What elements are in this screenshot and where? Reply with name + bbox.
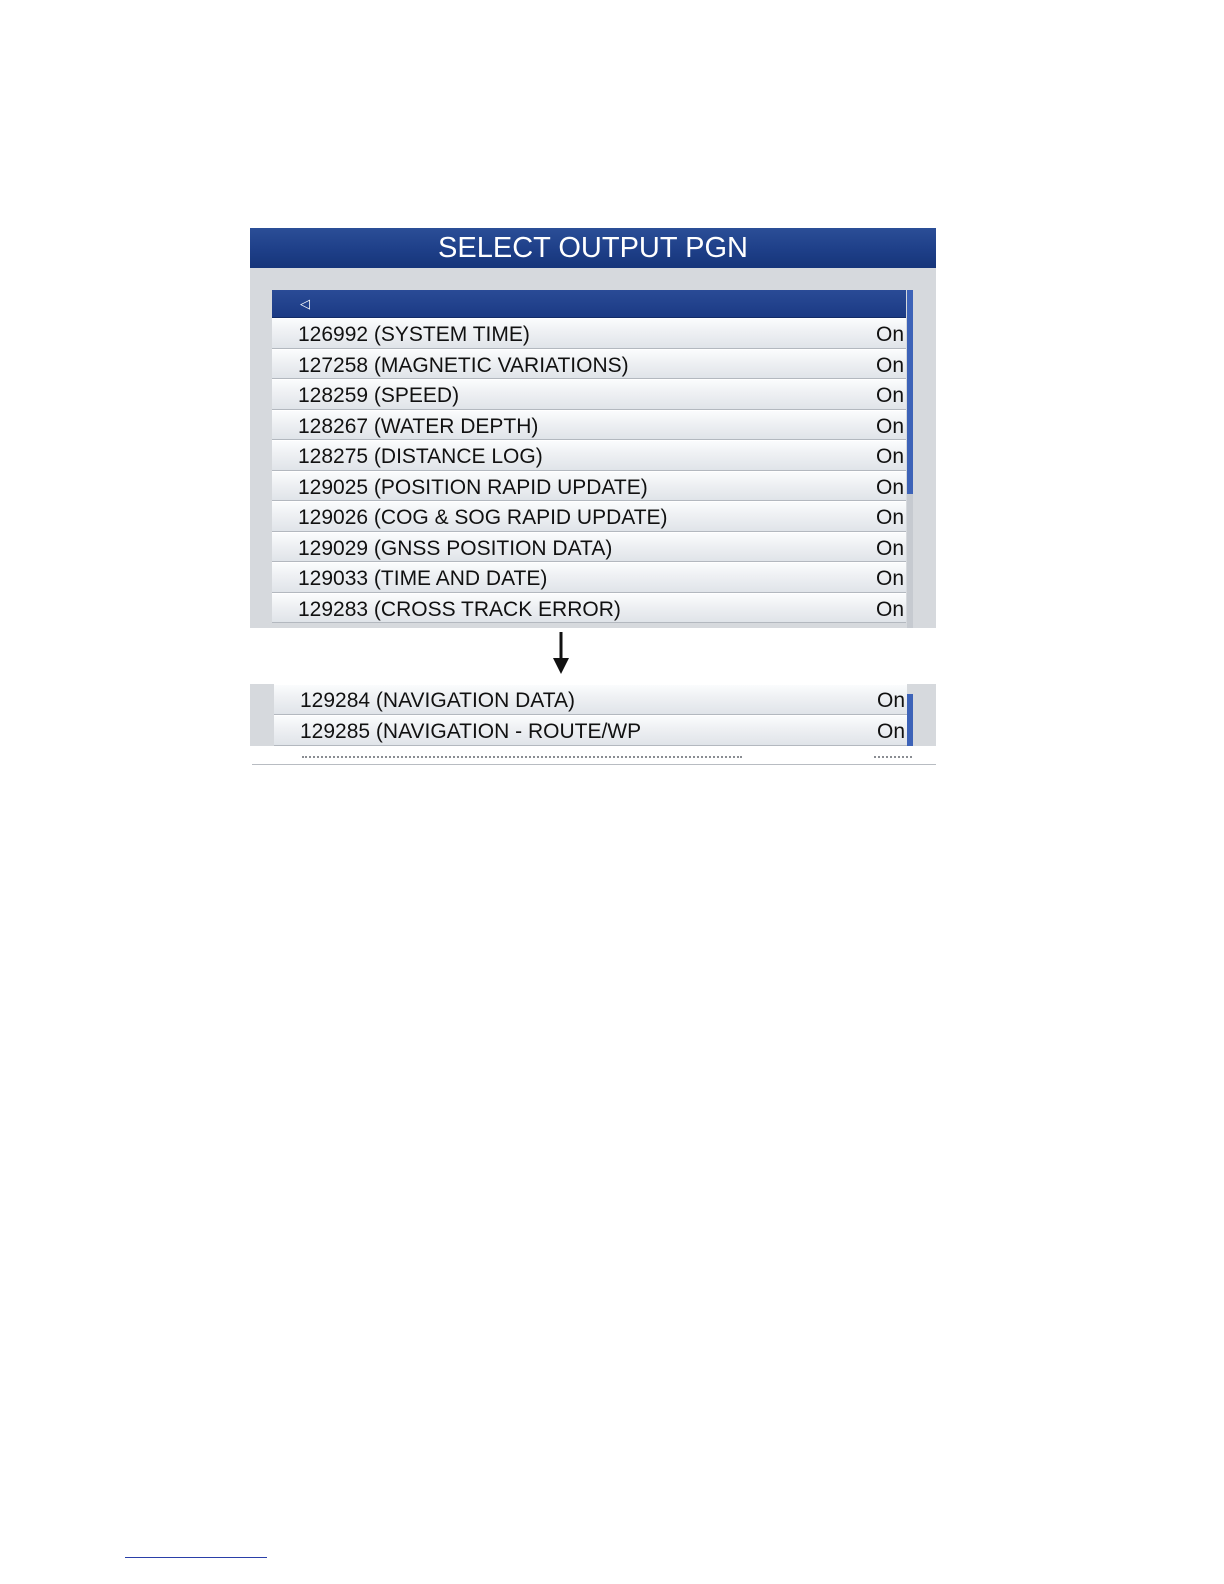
list-item[interactable] [272,501,906,532]
scrollbar-thumb[interactable] [907,694,913,746]
pgn-label: 126992 (SYSTEM TIME) [298,323,530,346]
arrow-down-icon [551,632,571,674]
pgn-value: On [875,384,904,407]
scrolled-menu-view [250,684,936,746]
list-item[interactable] [274,684,907,715]
list-item[interactable] [272,593,906,624]
pgn-value: On [875,323,904,346]
cutoff-next-row [252,746,936,765]
pgn-value: On [876,689,905,712]
pgn-label: 129026 (COG & SOG RAPID UPDATE) [298,506,668,529]
pgn-value: On [875,445,904,468]
select-output-pgn-menu [250,228,936,628]
list-item[interactable] [272,562,906,593]
pgn-value: On [875,475,904,499]
scrollbar-track[interactable] [907,494,913,628]
pgn-label: 128259 (SPEED) [298,384,460,407]
pgn-list-scrolled [274,684,907,746]
pgn-value: On [875,567,904,590]
list-item[interactable] [272,410,906,441]
pgn-list [272,290,906,623]
footer-rule [125,1557,267,1558]
scrollbar-thumb[interactable] [907,290,913,494]
cutoff-text-fragment [302,756,742,765]
pgn-label: 129285 (NAVIGATION - ROUTE/WP [300,720,642,743]
pgn-label: 129033 (TIME AND DATE) [298,567,548,590]
list-item[interactable] [274,715,907,746]
list-item[interactable] [272,471,906,502]
list-item[interactable] [272,532,906,563]
pgn-value: On [875,414,904,438]
pgn-label: 128267 (WATER DEPTH) [298,414,539,438]
pgn-label: 129284 (NAVIGATION DATA) [300,689,576,712]
pgn-label: 129029 (GNSS POSITION DATA) [298,536,613,560]
pgn-label: 127258 (MAGNETIC VARIATIONS) [298,353,629,377]
list-item[interactable] [272,318,906,349]
list-item[interactable] [272,349,906,380]
back-triangle-icon: ◁ [300,296,310,311]
list-item[interactable] [272,379,906,410]
cutoff-value-fragment [874,756,912,765]
pgn-value: On [875,506,904,529]
pgn-value: On [875,597,904,621]
pgn-label: 129283 (CROSS TRACK ERROR) [298,597,621,621]
back-item[interactable] [272,290,906,318]
pgn-label: 128275 (DISTANCE LOG) [298,445,543,468]
pgn-value: On [876,720,905,743]
pgn-value: On [875,353,904,377]
list-item[interactable] [272,440,906,471]
menu-title: SELECT OUTPUT PGN [250,228,936,268]
pgn-label: 129025 (POSITION RAPID UPDATE) [298,475,648,499]
pgn-value: On [875,536,904,560]
